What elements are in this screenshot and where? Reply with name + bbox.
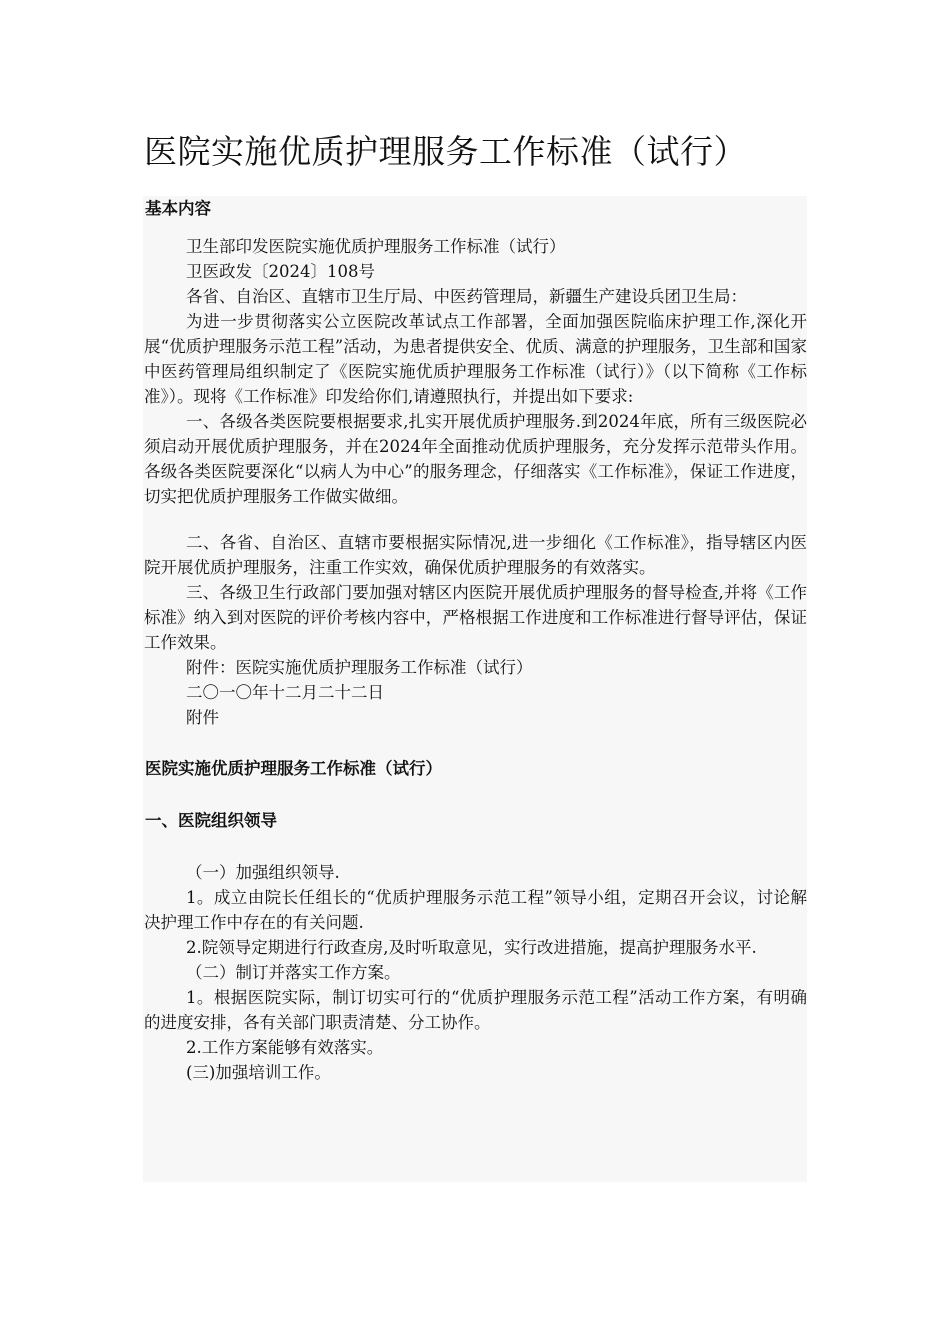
section-heading-organization: 一、医院组织领导 [145,811,277,830]
paragraph: 2.工作方案能够有效落实。 [186,1038,384,1057]
paragraph: 附件：医院实施优质护理服务工作标准（试行） [186,658,533,677]
section-heading-standard: 医院实施优质护理服务工作标准（试行） [145,759,442,778]
spacer [143,730,807,756]
spacer [143,222,807,234]
page-title: 医院实施优质护理服务工作标准（试行） [144,132,747,171]
paragraph: 2.院领导定期进行行政查房,及时听取意见，实行改进措施，提高护理服务水平. [186,938,757,957]
paragraph: （一）加强组织领导. [186,863,340,882]
paragraph: 1。成立由院长任组长的“优质护理服务示范工程”领导小组，定期召开会议，讨论解决护理工作中存在的有关问题. [144,888,807,932]
paragraph: 二、各省、自治区、直辖市要根据实际情况,进一步细化《工作标准》，指导辖区内医院开展优质护理服务，注重工作实效，确保优质护理服务的有效落实。 [144,533,807,577]
paragraph: 1。根据医院实际，制订切实可行的“优质护理服务示范工程”活动工作方案，有明确的进度安排，各有关部门职责清楚、分工协作。 [144,988,807,1032]
paragraph: 各省、自治区、直辖市卫生厅局、中医药管理局，新疆生产建设兵团卫生局： [186,287,747,306]
document-body [143,196,807,1182]
paragraph: 三、各级卫生行政部门要加强对辖区内医院开展优质护理服务的督导检查,并将《工作标准》纳入到对医院的评价考核内容中，严格根据工作进度和工作标准进行督导评估，保证工作效果。 [144,583,807,652]
paragraph: 二〇一〇年十二月二十二日 [186,683,384,702]
paragraph: 附件 [186,708,219,727]
spacer [143,782,807,808]
spacer [143,834,807,860]
paragraph: 为进一步贯彻落实公立医院改革试点工作部署，全面加强医院临床护理工作,深化开展“优质护理服务示范工程”活动，为患者提供安全、优质、满意的护理服务，卫生部和国家中医药管理局组织制定了《医院实施优质护理服务工作标准（试行）》（以下简称《工作标准》）。现将《工作标准》印发给你们,请遵照执行，并提出如下要求: [144,312,807,406]
paragraph: 一、各级各类医院要根据要求,扎实开展优质护理服务.到2024年底，所有三级医院必须启动开展优质护理服务，并在2024年全面推动优质护理服务，充分发挥示范带头作用。各级各类医院要深化“以病人为中心”的服务理念，仔细落实《工作标准》，保证工作进度，切实把优质护理服务工作做实做细。 [144,412,807,506]
spacer [143,509,807,530]
paragraph: 卫生部印发医院实施优质护理服务工作标准（试行） [186,237,566,256]
paragraph: 卫医政发〔2024〕108号 [186,262,375,281]
paragraph: （二）制订并落实工作方案。 [186,963,401,982]
section-heading-basic: 基本内容 [145,199,211,218]
paragraph: (三)加强培训工作。 [186,1063,331,1082]
